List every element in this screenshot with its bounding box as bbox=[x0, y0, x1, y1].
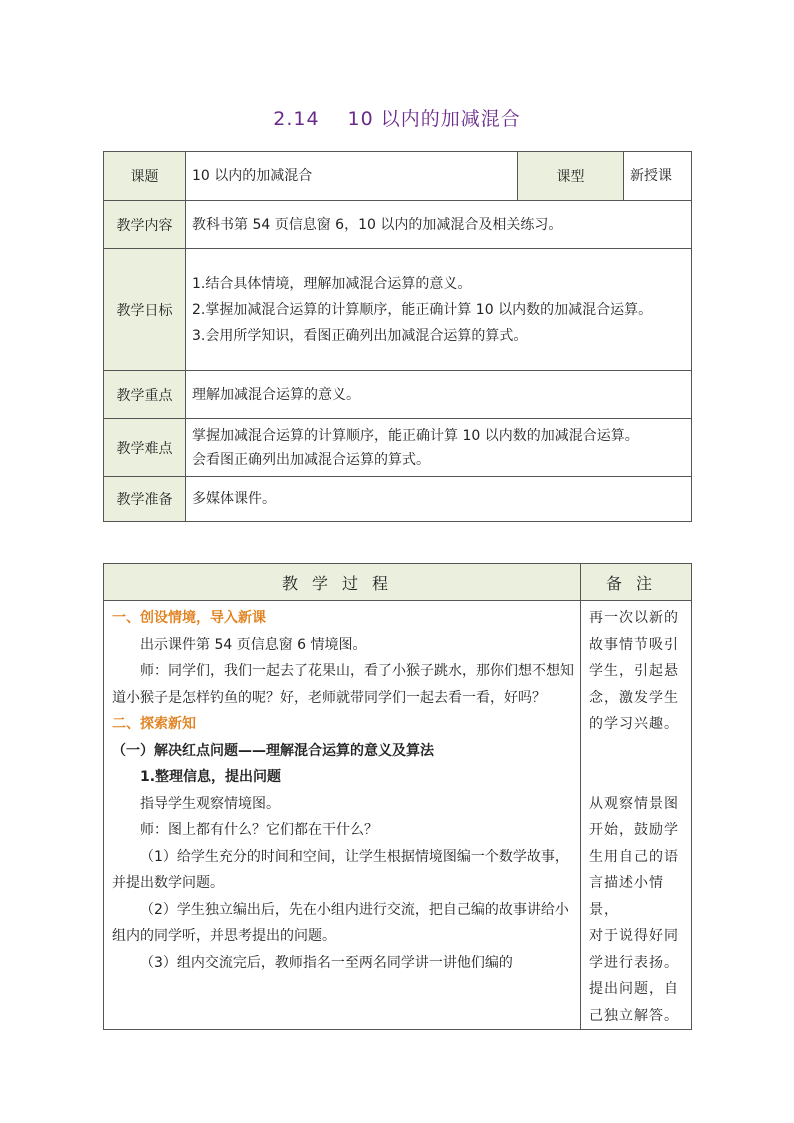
note-line: 提出问题，自 bbox=[589, 981, 679, 997]
objective-item: 1.结合具体情境，理解加减混合运算的意义。 bbox=[192, 275, 472, 292]
note-line: 开始，鼓励学 bbox=[589, 822, 679, 838]
teaching-process-table bbox=[103, 563, 692, 1030]
note-line: 言描述小情景， bbox=[589, 875, 664, 918]
difficulty-line: 会看图正确列出加减混合运算的算式。 bbox=[192, 451, 430, 468]
process-header: 教学过程 bbox=[104, 564, 581, 601]
part-heading: （一）解决红点问题——理解混合运算的意义及算法 bbox=[112, 742, 434, 759]
content-label: 教学内容 bbox=[104, 201, 186, 249]
topic-label: 课题 bbox=[104, 152, 186, 201]
note-line: 故事情节吸引 bbox=[589, 636, 679, 653]
process-content bbox=[104, 601, 581, 1030]
difficulty-label: 教学难点 bbox=[104, 419, 186, 477]
paragraph: 师：图上都有什么？它们都在干什么？ bbox=[140, 822, 378, 838]
objective-label: 教学日标 bbox=[104, 249, 186, 371]
difficulty-line: 掌握加减混合运算的计算顺序，能正确计算 10 以内数的加减混合运算。 bbox=[192, 427, 639, 444]
content-value: 教科书第 54 页信息窗 6，10 以内的加减混合及相关练习。 bbox=[186, 201, 692, 249]
note-line: 生用自己的语 bbox=[589, 848, 679, 865]
note-line: 的学习兴趣。 bbox=[589, 716, 679, 732]
paragraph: 出示课件第 54 页信息窗 6 情境图。 bbox=[140, 636, 367, 653]
document-title bbox=[0, 104, 794, 131]
objectives-cell bbox=[186, 249, 692, 371]
prep-value: 多媒体课件。 bbox=[186, 477, 692, 522]
paragraph: 指导学生观察情境图。 bbox=[140, 795, 280, 812]
section-heading: 二、探索新知 bbox=[112, 716, 196, 732]
paragraph: （2）学生独立编出后，先在小组内进行交流，把自己编的故事讲给小组内的同学听，并思考提出的问题。 bbox=[112, 901, 569, 944]
type-label: 课型 bbox=[518, 152, 624, 201]
type-value: 新授课 bbox=[624, 152, 692, 201]
lesson-info-table bbox=[103, 151, 692, 522]
objective-item: 3.会用所学知识，看图正确列出加减混合运算的算式。 bbox=[192, 327, 528, 344]
prep-label: 教学准备 bbox=[104, 477, 186, 522]
key-point-label: 教学重点 bbox=[104, 371, 186, 419]
note-line: 再一次以新的 bbox=[589, 610, 679, 626]
step-heading: 1.整理信息，提出问题 bbox=[140, 769, 282, 785]
note-line: 念，激发学生 bbox=[589, 689, 679, 706]
note-line: 学生，引起悬 bbox=[589, 663, 679, 679]
lesson-title: 10 以内的加减混合 bbox=[347, 108, 521, 130]
topic-value: 10 以内的加减混合 bbox=[186, 152, 518, 201]
objective-item: 2.掌握加减混合运算的计算顺序，能正确计算 10 以内数的加减混合运算。 bbox=[192, 301, 653, 318]
key-point-value: 理解加减混合运算的意义。 bbox=[186, 371, 692, 419]
note-line: 对于说得好同 bbox=[589, 928, 679, 944]
note-line: 学进行表扬。 bbox=[589, 954, 679, 971]
note-line: 己独立解答。 bbox=[589, 1007, 679, 1024]
lesson-number: 2.14 bbox=[273, 108, 320, 130]
note-line: 从观察情景图 bbox=[589, 795, 679, 812]
section-heading: 一、创设情境，导入新课 bbox=[112, 610, 266, 626]
notes-header: 备注 bbox=[581, 564, 692, 601]
difficulty-cell bbox=[186, 419, 692, 477]
paragraph: 师：同学们，我们一起去了花果山，看了小猴子跳水，那你们想不想知道小猴子是怎样钓鱼的呢？好，老师就带同学们一起去看一看，好吗？ bbox=[112, 663, 574, 706]
paragraph: （3）组内交流完后，教师指名一至两名同学讲一讲他们编的 bbox=[140, 954, 513, 971]
notes-content bbox=[581, 601, 692, 1030]
paragraph: （1）给学生充分的时间和空间，让学生根据情境图编一个数学故事，并提出数学问题。 bbox=[112, 848, 569, 891]
